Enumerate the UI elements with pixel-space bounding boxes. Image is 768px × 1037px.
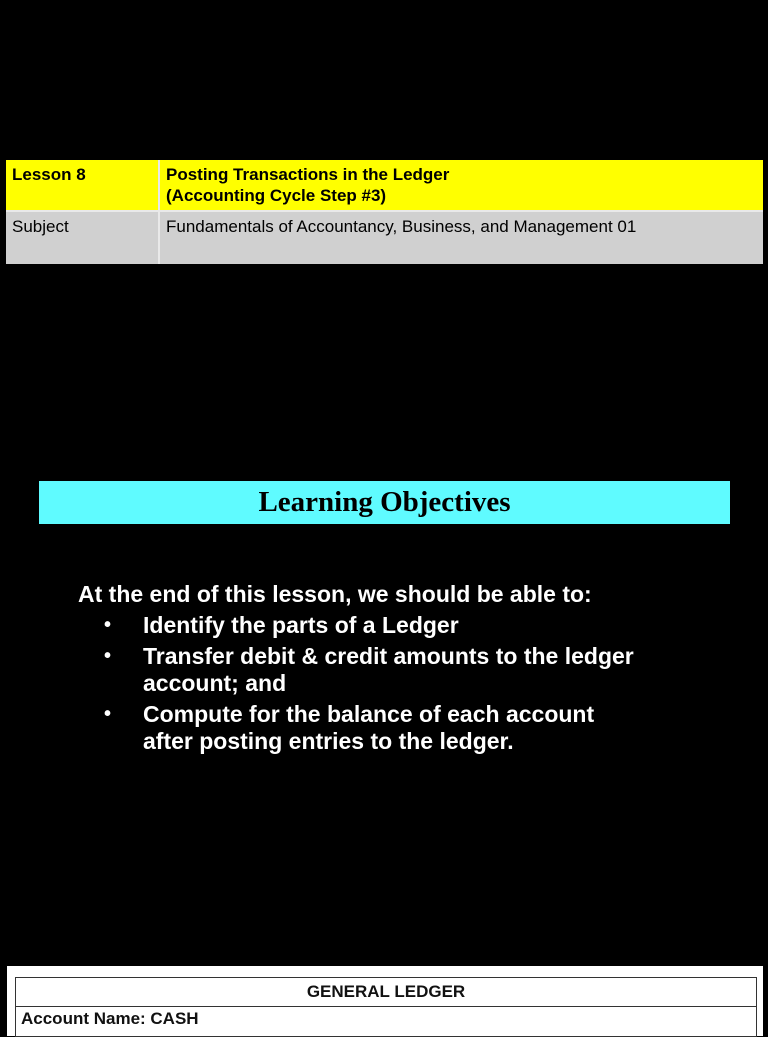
bullet-icon: •: [104, 614, 112, 636]
objective-text-line1: Identify the parts of a Ledger: [143, 612, 459, 638]
ledger-header: GENERAL LEDGER: [16, 978, 756, 1007]
subject-row: [6, 212, 763, 264]
bullet-icon: •: [104, 703, 112, 725]
subject-value: Fundamentals of Accountancy, Business, and Management 01: [160, 212, 763, 264]
general-ledger-preview: [7, 966, 763, 1036]
objective-item: [104, 643, 724, 697]
objectives-list: [104, 612, 724, 759]
lesson-title-line2: (Accounting Cycle Step #3): [166, 186, 387, 205]
subject-label: Subject: [6, 212, 160, 264]
objective-text-line2: account; and: [143, 670, 287, 696]
ledger-account-name: Account Name: CASH: [21, 1009, 199, 1028]
objectives-title: Learning Objectives: [258, 486, 511, 518]
objective-item: [104, 612, 724, 639]
lesson-title-line1: Posting Transactions in the Ledger: [166, 165, 450, 184]
ledger-table: [15, 977, 757, 1037]
lesson-info-table: [6, 160, 763, 264]
objective-text-line2: after posting entries to the ledger.: [143, 728, 514, 754]
objective-text-line1: Compute for the balance of each account: [143, 701, 595, 727]
objectives-banner: [39, 481, 730, 524]
lesson-row: [6, 160, 763, 212]
objectives-intro: At the end of this lesson, we should be able to:: [78, 581, 592, 607]
lesson-title: [160, 160, 763, 212]
objective-text-line1: Transfer debit & credit amounts to the ledger: [143, 643, 634, 669]
bullet-icon: •: [104, 645, 112, 667]
objective-item: [104, 701, 724, 755]
lesson-label: Lesson 8: [6, 160, 160, 212]
